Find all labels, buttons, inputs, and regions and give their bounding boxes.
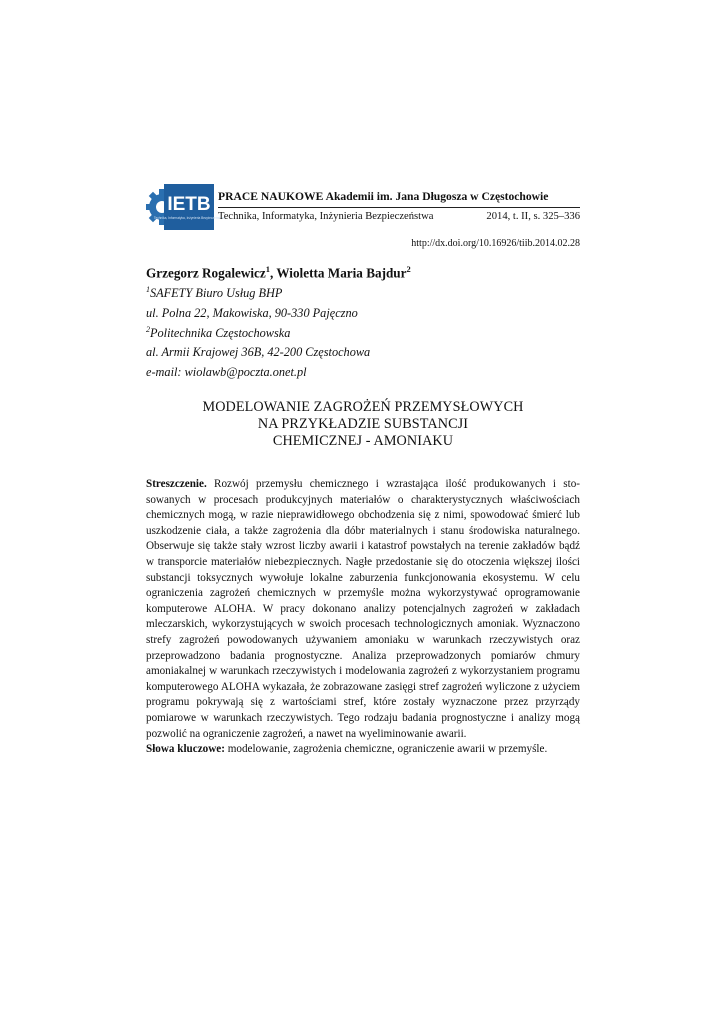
author-names <box>146 260 586 282</box>
affiliation-sup: 2 <box>146 324 150 334</box>
author-1-sup: 1 <box>265 264 270 274</box>
journal-logo <box>146 184 225 230</box>
doi-link[interactable]: http://dx.doi.org/10.16926/tiib.2014.02.28 <box>411 238 580 249</box>
affiliation-text: al. Armii Krajowej 36B, 42-200 Częstochowa <box>146 345 371 360</box>
affiliation-email <box>146 361 586 381</box>
author-block <box>146 260 586 381</box>
keywords-text: modelowanie, zagrożenia chemiczne, ograniczenie awarii w przemyśle. <box>227 743 548 756</box>
journal-header <box>146 184 580 232</box>
author-separator: , <box>269 265 277 281</box>
affiliation-line <box>146 282 586 302</box>
affiliation-sup: 1 <box>146 285 150 295</box>
title-line-2: NA PRZYKŁADZIE SUBSTANCJI <box>257 416 469 432</box>
journal-series: Technika, Informatyka, Inżynieria Bezpieczeństwa <box>218 211 434 222</box>
abstract-text: Rozwój przemysłu chemicznego i wzrastająca ilość produkowanych i stosowanych w procesach produkcyjnych materiałów o charakterystycznych właściwościach chemicznych mogą, w razie nieprawidłowego obchodzenia się z nimi, spowodować śmierć lub uszkodzenie ciała, a także zagrożenia dla dóbr materialnych i stanu środowiska naturalnego. Obserwuje się także stały wzrost liczby awarii i katastrof powstałych na terenie zakładów bądź w transporcie materiałów niebezpiecznych. Nagłe przedostanie się do otoczenia większej ilości substancji toksycznych wywołuje lokalne zaburzenia funkcjonowania ekosystemu. W celu ograniczenia zagrożeń chemicznych w przemyśle można wykorzystywać oprogramowanie komputerowe ALOHA. W pracy dokonano analizy potencjalnych zagrożeń w zakładach mleczarskich, wykorzystujących w swoich procesach technologicznych amoniak. Wyznaczono strefy zagrożeń powodowanych używaniem amoniaku w warunkach rzeczywistych oraz przeprowadzono badania prognostyczne. Analiza przeprowadzonych pomiarów chmury amoniakalnej w warunkach rzeczywistych i modelowania zagrożeń z wykorzystaniem programu komputerowego ALOHA wykazała, że zobrazowane zasięgi stref zagrożeń wyliczone z użyciem programu pokrywają się z wartościami stref, które zostały wyznaczone przez przyrządy pomiarowe w warunkach rzeczywistych. Tego rodzaju badania prognostyczne i analizy mogą pozwolić na ograniczenie zagrożeń, a nawet na wyeliminowanie awarii. <box>146 478 580 740</box>
abstract <box>146 477 580 758</box>
journal-volume: 2014, t. II, s. 325–336 <box>486 211 580 222</box>
journal-title: PRACE NAUKOWE Akademii im. Jana Długosza w Częstochowie <box>218 190 549 203</box>
abstract-label: Streszczenie. <box>146 478 207 490</box>
affiliation-text: Politechnika Częstochowska <box>150 325 291 340</box>
svg-text:Technika, Informatyka, Inżynie: Technika, Informatyka, Inżynieria Bezpieczeństwa <box>153 216 225 220</box>
affiliation-text: SAFETY Biuro Usług BHP <box>150 286 283 301</box>
header-divider <box>218 207 580 208</box>
title-line-1: MODELOWANIE ZAGROŻEŃ PRZEMYSŁOWYCH <box>202 399 524 415</box>
ietb-logo-icon <box>146 184 225 230</box>
author-2-sup: 2 <box>406 264 411 274</box>
keywords-label: Słowa kluczowe: <box>146 743 225 756</box>
svg-text:IETB: IETB <box>167 194 211 215</box>
title-line-3: CHEMICZNEJ - AMONIAKU <box>272 433 454 449</box>
affiliation-line <box>146 302 586 322</box>
author-1: Grzegorz Rogalewicz <box>146 265 266 281</box>
keywords <box>146 742 580 758</box>
affiliation-text: e-mail: wiolawb@poczta.onet.pl <box>146 365 307 380</box>
affiliation-line <box>146 322 586 342</box>
author-2: Wioletta Maria Bajdur <box>276 265 407 281</box>
affiliation-line <box>146 341 586 361</box>
abstract-paragraph <box>146 477 580 742</box>
paper-title <box>146 399 580 450</box>
affiliation-text: ul. Polna 22, Makowiska, 90-330 Pajęczno <box>146 306 358 321</box>
journal-series-line <box>218 211 580 222</box>
